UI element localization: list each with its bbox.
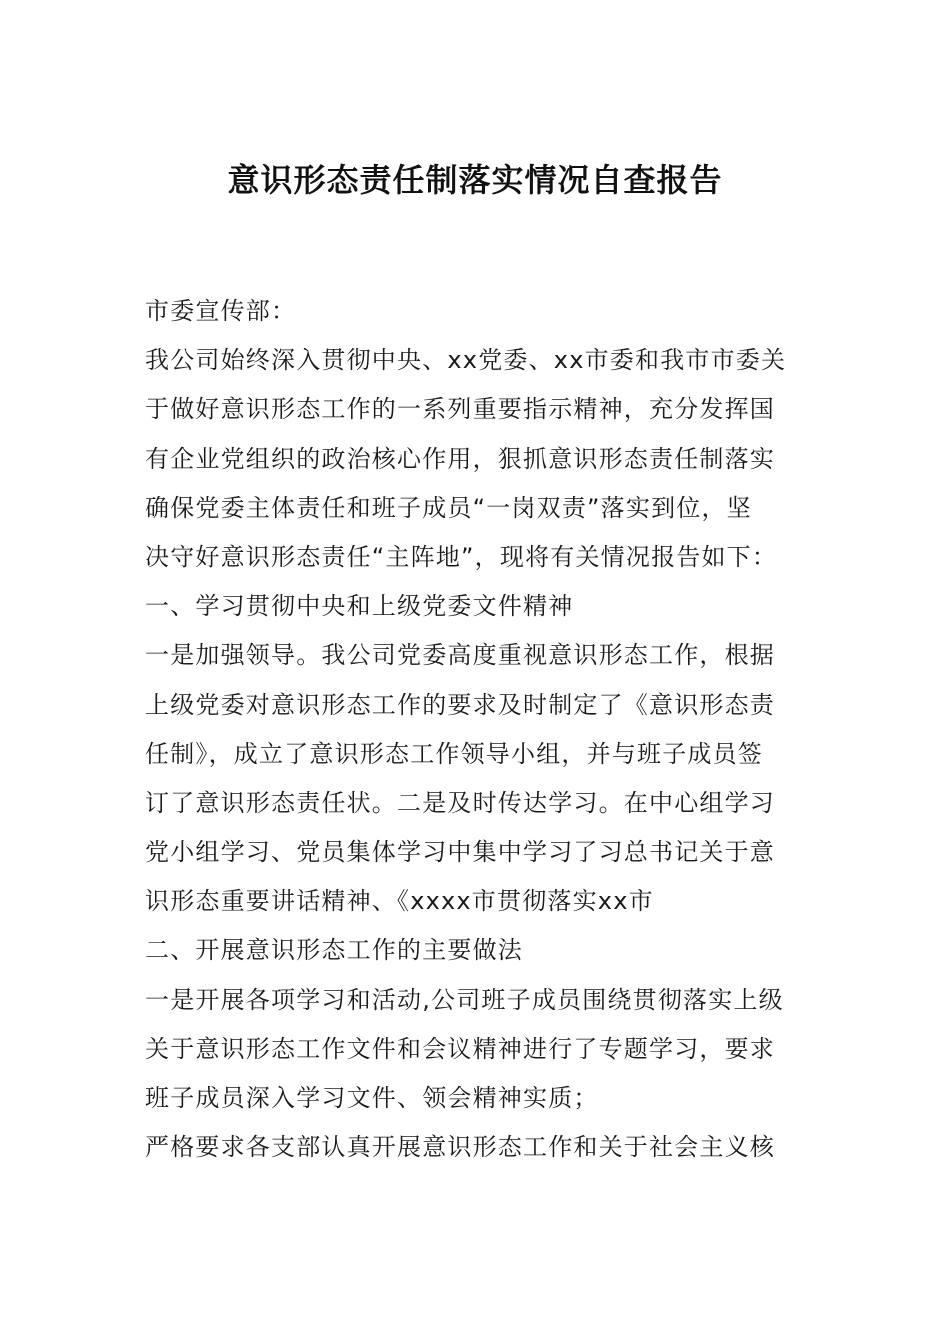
- body-line: 严格要求各支部认真开展意识形态工作和关于社会主义核: [145, 1133, 775, 1162]
- body-line: 决守好意识形态责任“主阵地”，现将有关情况报告如下：: [145, 542, 778, 571]
- body-line: 关于意识形态工作文件和会议精神进行了专题学习，要求: [145, 1034, 775, 1063]
- body-line: 我公司始终深入贯彻中央、xx党委、xx市委和我市市委关: [145, 346, 787, 375]
- document-body: [145, 287, 810, 1172]
- section-heading-1: 一、学习贯彻中央和上级党委文件精神: [145, 592, 574, 621]
- salutation-line: 市委宣传部：: [145, 297, 297, 325]
- body-line: 一是开展各项学习和活动,公司班子成员围绕贯彻落实上级: [145, 985, 784, 1014]
- body-line: 有企业党组织的政治核心作用，狠抓意识形态责任制落实: [145, 444, 775, 473]
- document-title: 意识形态责任制落实情况自查报告: [227, 161, 723, 199]
- body-line: 上级党委对意识形态工作的要求及时制定了《意识形态责: [145, 690, 775, 719]
- body-line: 识形态重要讲话精神、《xxxx市贯彻落实xx市: [145, 887, 654, 916]
- body-line: 班子成员深入学习文件、领会精神实质；: [145, 1084, 599, 1112]
- section-heading-2: 二、开展意识形态工作的主要做法: [145, 936, 523, 965]
- body-line: 于做好意识形态工作的一系列重要指示精神，充分发挥国: [145, 395, 775, 424]
- body-line: 任制》，成立了意识形态工作领导小组，并与班子成员签: [145, 739, 763, 768]
- body-line: 确保党委主体责任和班子成员“一岗双责”落实到位，坚: [145, 493, 752, 522]
- body-line: 党小组学习、党员集体学习中集中学习了习总书记关于意: [145, 838, 775, 867]
- body-line: 订了意识形态责任状。二是及时传达学习。在中心组学习: [145, 788, 775, 817]
- body-line: 一是加强领导。我公司党委高度重视意识形态工作，根据: [145, 641, 775, 670]
